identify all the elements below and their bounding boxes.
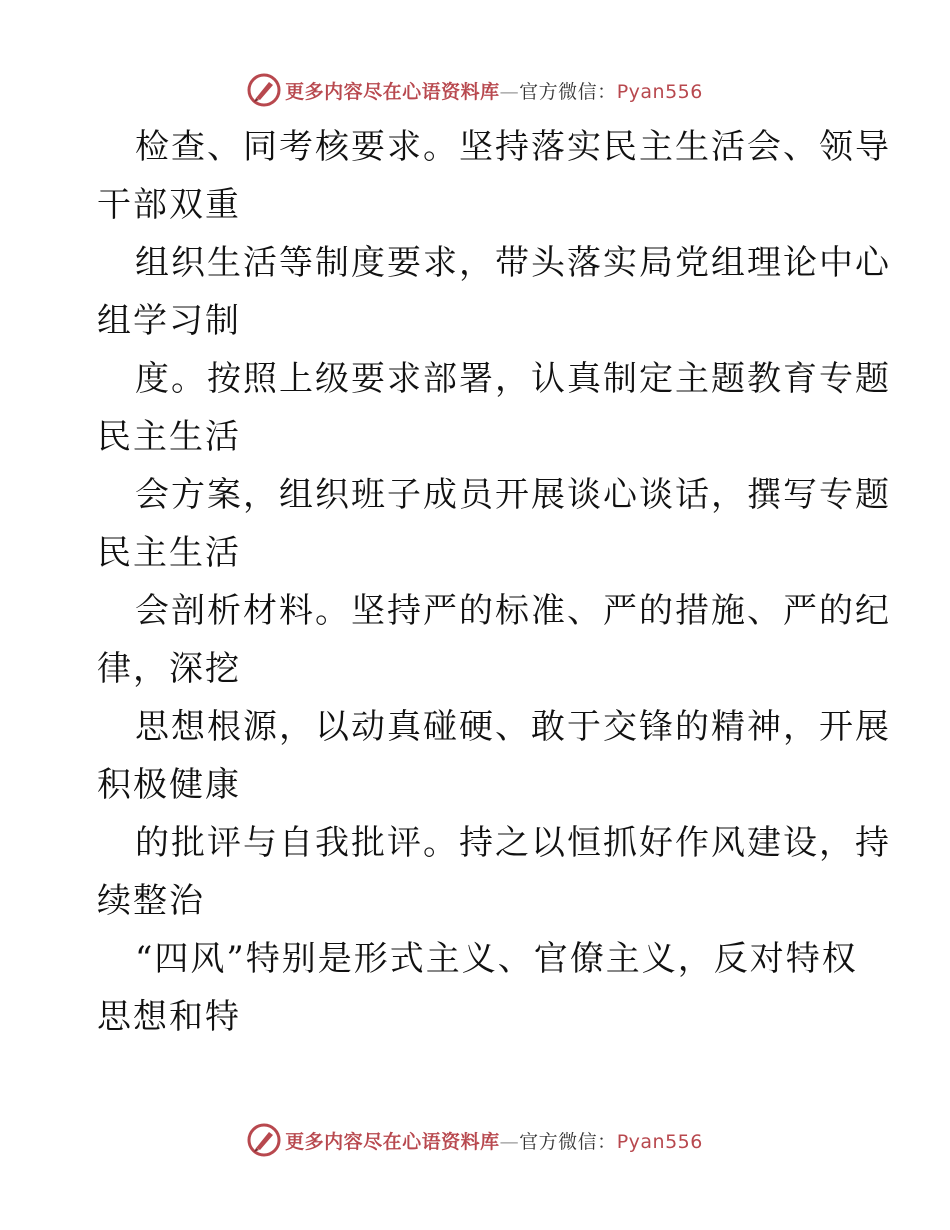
watermark-main: 更多内容尽在心语资料库 <box>285 80 500 103</box>
watermark-dash: — <box>499 1130 520 1153</box>
watermark-text <box>285 77 703 104</box>
watermark-account: Pyan556 <box>616 80 703 103</box>
document-body <box>97 118 891 1046</box>
body-line: 民主生活 <box>97 417 241 457</box>
body-line: 律，深挖 <box>97 649 241 689</box>
pen-logo-icon <box>247 1123 281 1157</box>
body-line: 组学习制 <box>97 301 241 341</box>
body-line: 民主生活 <box>97 533 241 573</box>
body-line: 思想根源，以动真碰硬、敢于交锋的精神，开展 <box>135 707 891 747</box>
footer-watermark <box>0 1120 950 1160</box>
watermark-text <box>285 1127 703 1154</box>
header-watermark <box>0 70 950 110</box>
pen-logo-icon <box>247 73 281 107</box>
watermark-dash: — <box>499 80 520 103</box>
body-line: 会剖析材料。坚持严的标准、严的措施、严的纪 <box>135 591 891 631</box>
body-line: 干部双重 <box>97 185 241 225</box>
body-line: 组织生活等制度要求，带头落实局党组理论中心 <box>135 243 891 283</box>
body-line: 的批评与自我批评。持之以恒抓好作风建设，持 <box>135 823 891 863</box>
body-line: “四风”特别是形式主义、官僚主义，反对特权 <box>135 939 858 979</box>
body-line: 思想和特 <box>97 997 241 1037</box>
watermark-account: Pyan556 <box>616 1130 703 1153</box>
body-line: 续整治 <box>97 881 205 921</box>
watermark-wechat-label: 官方微信： <box>519 1130 617 1153</box>
body-line: 会方案，组织班子成员开展谈心谈话，撰写专题 <box>135 475 891 515</box>
body-line: 检查、同考核要求。坚持落实民主生活会、领导 <box>135 127 891 167</box>
watermark-wechat-label: 官方微信： <box>519 80 617 103</box>
body-line: 积极健康 <box>97 765 241 805</box>
watermark-main: 更多内容尽在心语资料库 <box>285 1130 500 1153</box>
body-line: 度。按照上级要求部署，认真制定主题教育专题 <box>135 359 891 399</box>
